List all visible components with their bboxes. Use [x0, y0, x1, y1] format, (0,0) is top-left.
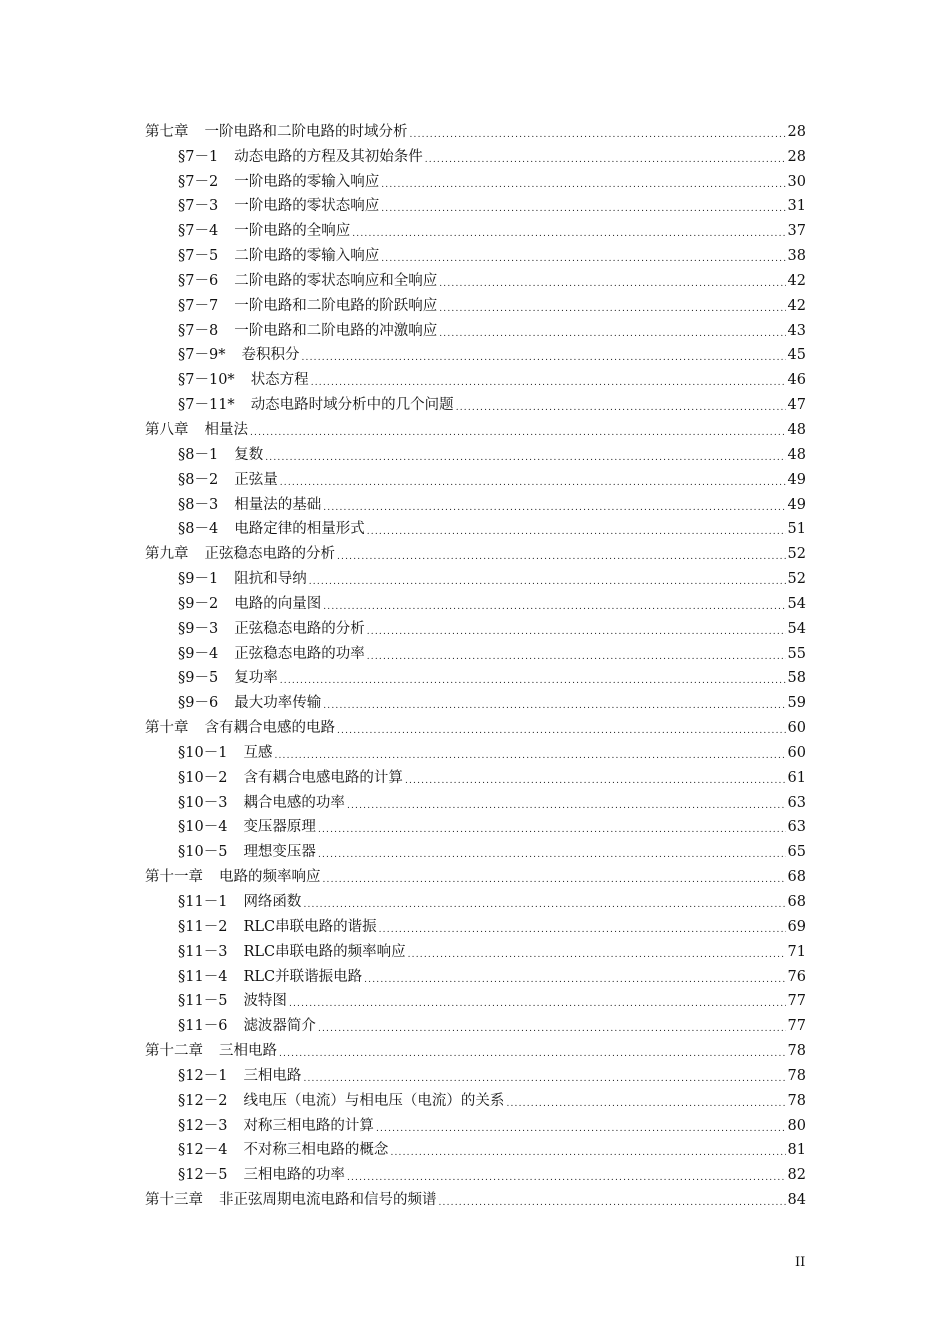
toc-chapter-entry[interactable]	[145, 539, 806, 564]
dot-leader	[425, 153, 786, 167]
toc-entry-page: 76	[787, 968, 806, 985]
toc-entry-page: 37	[787, 223, 806, 240]
toc-entry-title: 一阶电路的零状态响应	[234, 198, 380, 215]
toc-entry-page: 28	[787, 123, 806, 140]
toc-entry-number: §10－3	[178, 794, 228, 811]
toc-entry-number: §12－4	[178, 1142, 228, 1159]
toc-entry-page: 51	[787, 521, 806, 538]
toc-entry-page: 43	[787, 322, 806, 339]
toc-section-entry[interactable]	[145, 564, 806, 589]
toc-entry-page: 69	[787, 918, 806, 935]
toc-entry-title: 一阶电路和二阶电路的冲激响应	[234, 322, 438, 339]
toc-entry-number: §12－1	[178, 1067, 228, 1084]
toc-entry-title: 正弦量	[234, 471, 278, 488]
toc-entry-title: 互感	[243, 744, 273, 761]
toc-entry-page: 45	[787, 347, 806, 364]
toc-section-entry[interactable]	[145, 614, 806, 639]
toc-section-entry[interactable]	[145, 639, 806, 664]
toc-entry-number: §10－5	[178, 844, 228, 861]
toc-section-entry[interactable]	[145, 291, 806, 316]
dot-leader	[303, 1072, 785, 1086]
toc-section-entry[interactable]	[145, 490, 806, 515]
toc-entry-number: §9－6	[178, 695, 219, 712]
toc-entry-page: 42	[787, 272, 806, 289]
toc-entry-title: 复数	[234, 446, 264, 463]
toc-entry-number: §7－5	[178, 248, 219, 265]
toc-section-entry[interactable]	[145, 515, 806, 540]
toc-section-entry[interactable]	[145, 1160, 806, 1185]
toc-entry-title: 理想变压器	[243, 844, 316, 861]
toc-entry-title: 线电压（电流）与相电压（电流）的关系	[243, 1092, 505, 1109]
dot-leader	[405, 774, 786, 788]
toc-section-entry[interactable]	[145, 788, 806, 813]
toc-entry-number: §8－2	[178, 471, 219, 488]
toc-entry-title: 复功率	[234, 670, 278, 687]
dot-leader	[318, 823, 786, 837]
toc-section-entry[interactable]	[145, 167, 806, 192]
toc-entry-number: §9－1	[178, 571, 219, 588]
toc-section-entry[interactable]	[145, 465, 806, 490]
dot-leader	[347, 1171, 786, 1185]
dot-leader	[439, 327, 785, 341]
toc-entry-number: §10－2	[178, 769, 228, 786]
dot-leader	[337, 550, 786, 564]
toc-section-entry[interactable]	[145, 837, 806, 862]
toc-entry-title: 正弦稳态电路的功率	[234, 645, 365, 662]
dot-leader	[408, 948, 786, 962]
toc-entry-number: §7－10*	[178, 372, 235, 389]
dot-leader	[301, 351, 785, 365]
toc-section-entry[interactable]	[145, 937, 806, 962]
toc-entry-number: §9－4	[178, 645, 219, 662]
toc-entry-title: 网络函数	[243, 894, 302, 910]
toc-entry-number: §8－1	[178, 446, 219, 463]
toc-entry-page: 49	[787, 471, 806, 488]
toc-section-entry[interactable]	[145, 390, 806, 415]
toc-entry-number: §7－3	[178, 198, 219, 215]
toc-section-entry[interactable]	[145, 887, 806, 912]
toc-entry-page: 65	[787, 844, 806, 861]
toc-entry-title: 最大功率传输	[234, 695, 322, 712]
toc-entry-page: 60	[787, 744, 806, 761]
dot-leader	[265, 451, 785, 465]
toc-section-entry[interactable]	[145, 589, 806, 614]
dot-leader	[289, 997, 786, 1011]
toc-entry-title: 状态方程	[250, 372, 309, 389]
toc-entry-page: 54	[787, 620, 806, 637]
toc-entry-title: 一阶电路的全响应	[234, 223, 351, 240]
toc-entry-title: 不对称三相电路的概念	[243, 1142, 389, 1159]
toc-entry-number: 第十三章	[145, 1192, 203, 1209]
toc-entry-title: 非正弦周期电流电路和信号的频谱	[219, 1192, 437, 1209]
toc-entry-page: 48	[787, 446, 806, 463]
dot-leader	[381, 202, 785, 216]
toc-section-entry[interactable]	[145, 241, 806, 266]
dot-leader	[439, 302, 785, 316]
dot-leader	[439, 1196, 786, 1210]
toc-entry-page: 28	[787, 148, 806, 165]
dot-leader	[367, 625, 786, 639]
toc-entry-number: 第七章	[145, 123, 189, 140]
toc-entry-title: 含有耦合电感电路的计算	[243, 769, 403, 786]
toc-section-entry[interactable]	[145, 664, 806, 689]
toc-entry-title: 耦合电感的功率	[243, 794, 345, 811]
toc-entry-title: 动态电路的方程及其初始条件	[234, 148, 423, 165]
toc-entry-number: §11－4	[178, 968, 228, 985]
dot-leader	[323, 699, 785, 713]
toc-section-entry[interactable]	[145, 1086, 806, 1111]
dot-leader	[390, 1146, 785, 1160]
toc-section-entry[interactable]	[145, 912, 806, 937]
toc-entry-number: §9－5	[178, 670, 219, 687]
toc-section-entry[interactable]	[145, 440, 806, 465]
toc-entry-page: 55	[787, 645, 806, 662]
toc-entry-page: 63	[787, 819, 806, 836]
toc-entry-page: 77	[787, 993, 806, 1010]
toc-chapter-entry[interactable]	[145, 415, 806, 440]
dot-leader	[376, 1122, 786, 1136]
toc-entry-page: 54	[787, 595, 806, 612]
toc-entry-page: 78	[787, 1043, 806, 1060]
toc-entry-number: §7－7	[178, 297, 219, 314]
dot-leader	[347, 799, 786, 813]
dot-leader	[279, 1047, 786, 1061]
toc-entry-title: 三相电路	[243, 1067, 302, 1084]
dot-leader	[303, 898, 785, 912]
toc-entry-page: 60	[787, 720, 806, 737]
toc-entry-page: 81	[787, 1142, 806, 1159]
toc-section-entry[interactable]	[145, 341, 806, 366]
toc-entry-page: 80	[787, 1117, 806, 1134]
dot-leader	[280, 476, 786, 490]
toc-entry-title: 相量法的基础	[234, 496, 322, 513]
toc-entry-page: 46	[787, 372, 806, 389]
toc-chapter-entry[interactable]	[145, 713, 806, 738]
toc-entry-number: §11－3	[178, 943, 228, 960]
dot-leader	[274, 749, 785, 763]
toc-section-entry[interactable]	[145, 1011, 806, 1036]
toc-entry-number: §12－2	[178, 1092, 228, 1109]
toc-chapter-entry[interactable]	[145, 1185, 806, 1210]
toc-entry-title: 三相电路	[219, 1043, 277, 1060]
toc-entry-title: 卷积积分	[241, 347, 300, 364]
toc-entry-number: 第十章	[145, 720, 189, 737]
toc-entry-title: 对称三相电路的计算	[243, 1117, 374, 1134]
dot-leader	[506, 1097, 785, 1111]
toc-entry-page: 71	[787, 943, 806, 960]
dot-leader	[311, 376, 786, 390]
toc-entry-number: §7－4	[178, 223, 219, 240]
toc-entry-title: 正弦稳态电路的分析	[234, 620, 365, 637]
toc-entry-title: 变压器原理	[243, 819, 316, 836]
toc-entry-page: 52	[787, 571, 806, 588]
toc-section-entry[interactable]	[145, 738, 806, 763]
toc-section-entry[interactable]	[145, 192, 806, 217]
toc-entry-number: §9－2	[178, 595, 219, 612]
toc-entry-number: §12－3	[178, 1117, 228, 1134]
toc-entry-title: 波特图	[243, 993, 287, 1010]
toc-entry-page: 78	[787, 1067, 806, 1084]
toc-entry-title: 电路的频率响应	[219, 869, 321, 886]
toc-entry-title: 一阶电路和二阶电路的阶跃响应	[234, 297, 438, 314]
toc-entry-title: 相量法	[204, 421, 248, 438]
dot-leader	[323, 873, 786, 887]
toc-entry-page: 52	[787, 546, 806, 563]
toc-section-entry[interactable]	[145, 987, 806, 1012]
dot-leader	[337, 724, 786, 738]
toc-entry-title: 电路定律的相量形式	[234, 521, 365, 538]
toc-section-entry[interactable]	[145, 266, 806, 291]
dot-leader	[456, 401, 786, 415]
dot-leader	[323, 501, 785, 515]
toc-entry-title: 滤波器简介	[243, 1018, 316, 1035]
toc-entry-page: 58	[787, 670, 806, 687]
toc-entry-page: 63	[787, 794, 806, 811]
dot-leader	[280, 674, 786, 688]
toc-chapter-entry[interactable]	[145, 117, 806, 142]
dot-leader	[323, 600, 785, 614]
toc-entry-number: §11－1	[178, 894, 228, 910]
dot-leader	[318, 1022, 786, 1036]
toc-entry-title: 二阶电路的零状态响应和全响应	[234, 272, 438, 289]
dot-leader	[364, 973, 785, 987]
toc-entry-number: §11－2	[178, 918, 228, 935]
dot-leader	[367, 525, 786, 539]
toc-entry-number: §10－1	[178, 744, 228, 761]
dot-leader	[379, 923, 786, 937]
toc-entry-title: RLC串联电路的频率响应	[243, 943, 406, 960]
toc-entry-number: 第九章	[145, 546, 189, 563]
toc-section-entry[interactable]	[145, 962, 806, 987]
toc-entry-page: 68	[787, 894, 806, 910]
toc-entry-title: 二阶电路的零输入响应	[234, 248, 380, 265]
toc-entry-number: §7－8	[178, 322, 219, 339]
toc-section-entry[interactable]	[145, 763, 806, 788]
toc-entry-title: RLC串联电路的谐振	[243, 918, 377, 935]
dot-leader	[309, 575, 786, 589]
toc-entry-number: 第十一章	[145, 869, 203, 886]
toc-entry-number: §7－9*	[178, 347, 226, 364]
dot-leader	[250, 426, 786, 440]
toc-chapter-entry[interactable]	[145, 1036, 806, 1061]
toc-entry-title: RLC并联谐振电路	[243, 968, 363, 985]
toc-entry-number: §7－1	[178, 148, 219, 165]
toc-entry-page: 42	[787, 297, 806, 314]
toc-section-entry[interactable]	[145, 365, 806, 390]
toc-entry-title: 电路的向量图	[234, 595, 322, 612]
dot-leader	[367, 650, 786, 664]
toc-section-entry[interactable]	[145, 1136, 806, 1161]
toc-section-entry[interactable]	[145, 316, 806, 341]
dot-leader	[318, 848, 786, 862]
toc-entry-number: §12－5	[178, 1167, 228, 1184]
toc-entry-page: 59	[787, 695, 806, 712]
toc-entry-number: 第八章	[145, 421, 189, 438]
toc-entry-page: 30	[787, 173, 806, 190]
toc-entry-title: 三相电路的功率	[243, 1167, 345, 1184]
toc-entry-title: 一阶电路和二阶电路的时域分析	[204, 123, 408, 140]
toc-entry-number: §9－3	[178, 620, 219, 637]
toc-entry-page: 47	[787, 397, 806, 414]
toc-entry-number: §11－5	[178, 993, 228, 1010]
dot-leader	[439, 277, 785, 291]
dot-leader	[381, 178, 785, 192]
page-number: II	[795, 1255, 806, 1270]
toc-entry-number: 第十二章	[145, 1043, 203, 1060]
toc-section-entry[interactable]	[145, 813, 806, 838]
toc-chapter-entry[interactable]	[145, 862, 806, 887]
toc-entry-number: §7－2	[178, 173, 219, 190]
toc-entry-number: §7－11*	[178, 397, 235, 414]
toc-entry-page: 31	[787, 198, 806, 215]
toc-entry-page: 84	[787, 1192, 806, 1209]
toc-entry-title: 正弦稳态电路的分析	[204, 546, 335, 563]
toc-entry-page: 77	[787, 1018, 806, 1035]
toc-entry-title: 阻抗和导纳	[234, 571, 307, 588]
dot-leader	[410, 128, 786, 142]
toc-section-entry[interactable]	[145, 688, 806, 713]
toc-entry-title: 动态电路时域分析中的几个问题	[250, 397, 454, 414]
table-of-contents	[145, 117, 806, 1210]
toc-entry-number: §8－4	[178, 521, 219, 538]
toc-section-entry[interactable]	[145, 216, 806, 241]
toc-entry-page: 49	[787, 496, 806, 513]
toc-entry-title: 一阶电路的零输入响应	[234, 173, 380, 190]
dot-leader	[352, 227, 785, 241]
toc-entry-number: §7－6	[178, 272, 219, 289]
toc-entry-page: 48	[787, 421, 806, 438]
toc-section-entry[interactable]	[145, 142, 806, 167]
toc-section-entry[interactable]	[145, 1061, 806, 1086]
toc-entry-number: §10－4	[178, 819, 228, 836]
toc-section-entry[interactable]	[145, 1111, 806, 1136]
toc-entry-page: 78	[787, 1092, 806, 1109]
toc-entry-page: 68	[787, 869, 806, 886]
dot-leader	[381, 252, 785, 266]
toc-entry-title: 含有耦合电感的电路	[204, 720, 335, 737]
toc-entry-page: 61	[787, 769, 806, 786]
toc-entry-page: 82	[787, 1167, 806, 1184]
toc-entry-number: §8－3	[178, 496, 219, 513]
toc-entry-number: §11－6	[178, 1018, 228, 1035]
toc-entry-page: 38	[787, 248, 806, 265]
